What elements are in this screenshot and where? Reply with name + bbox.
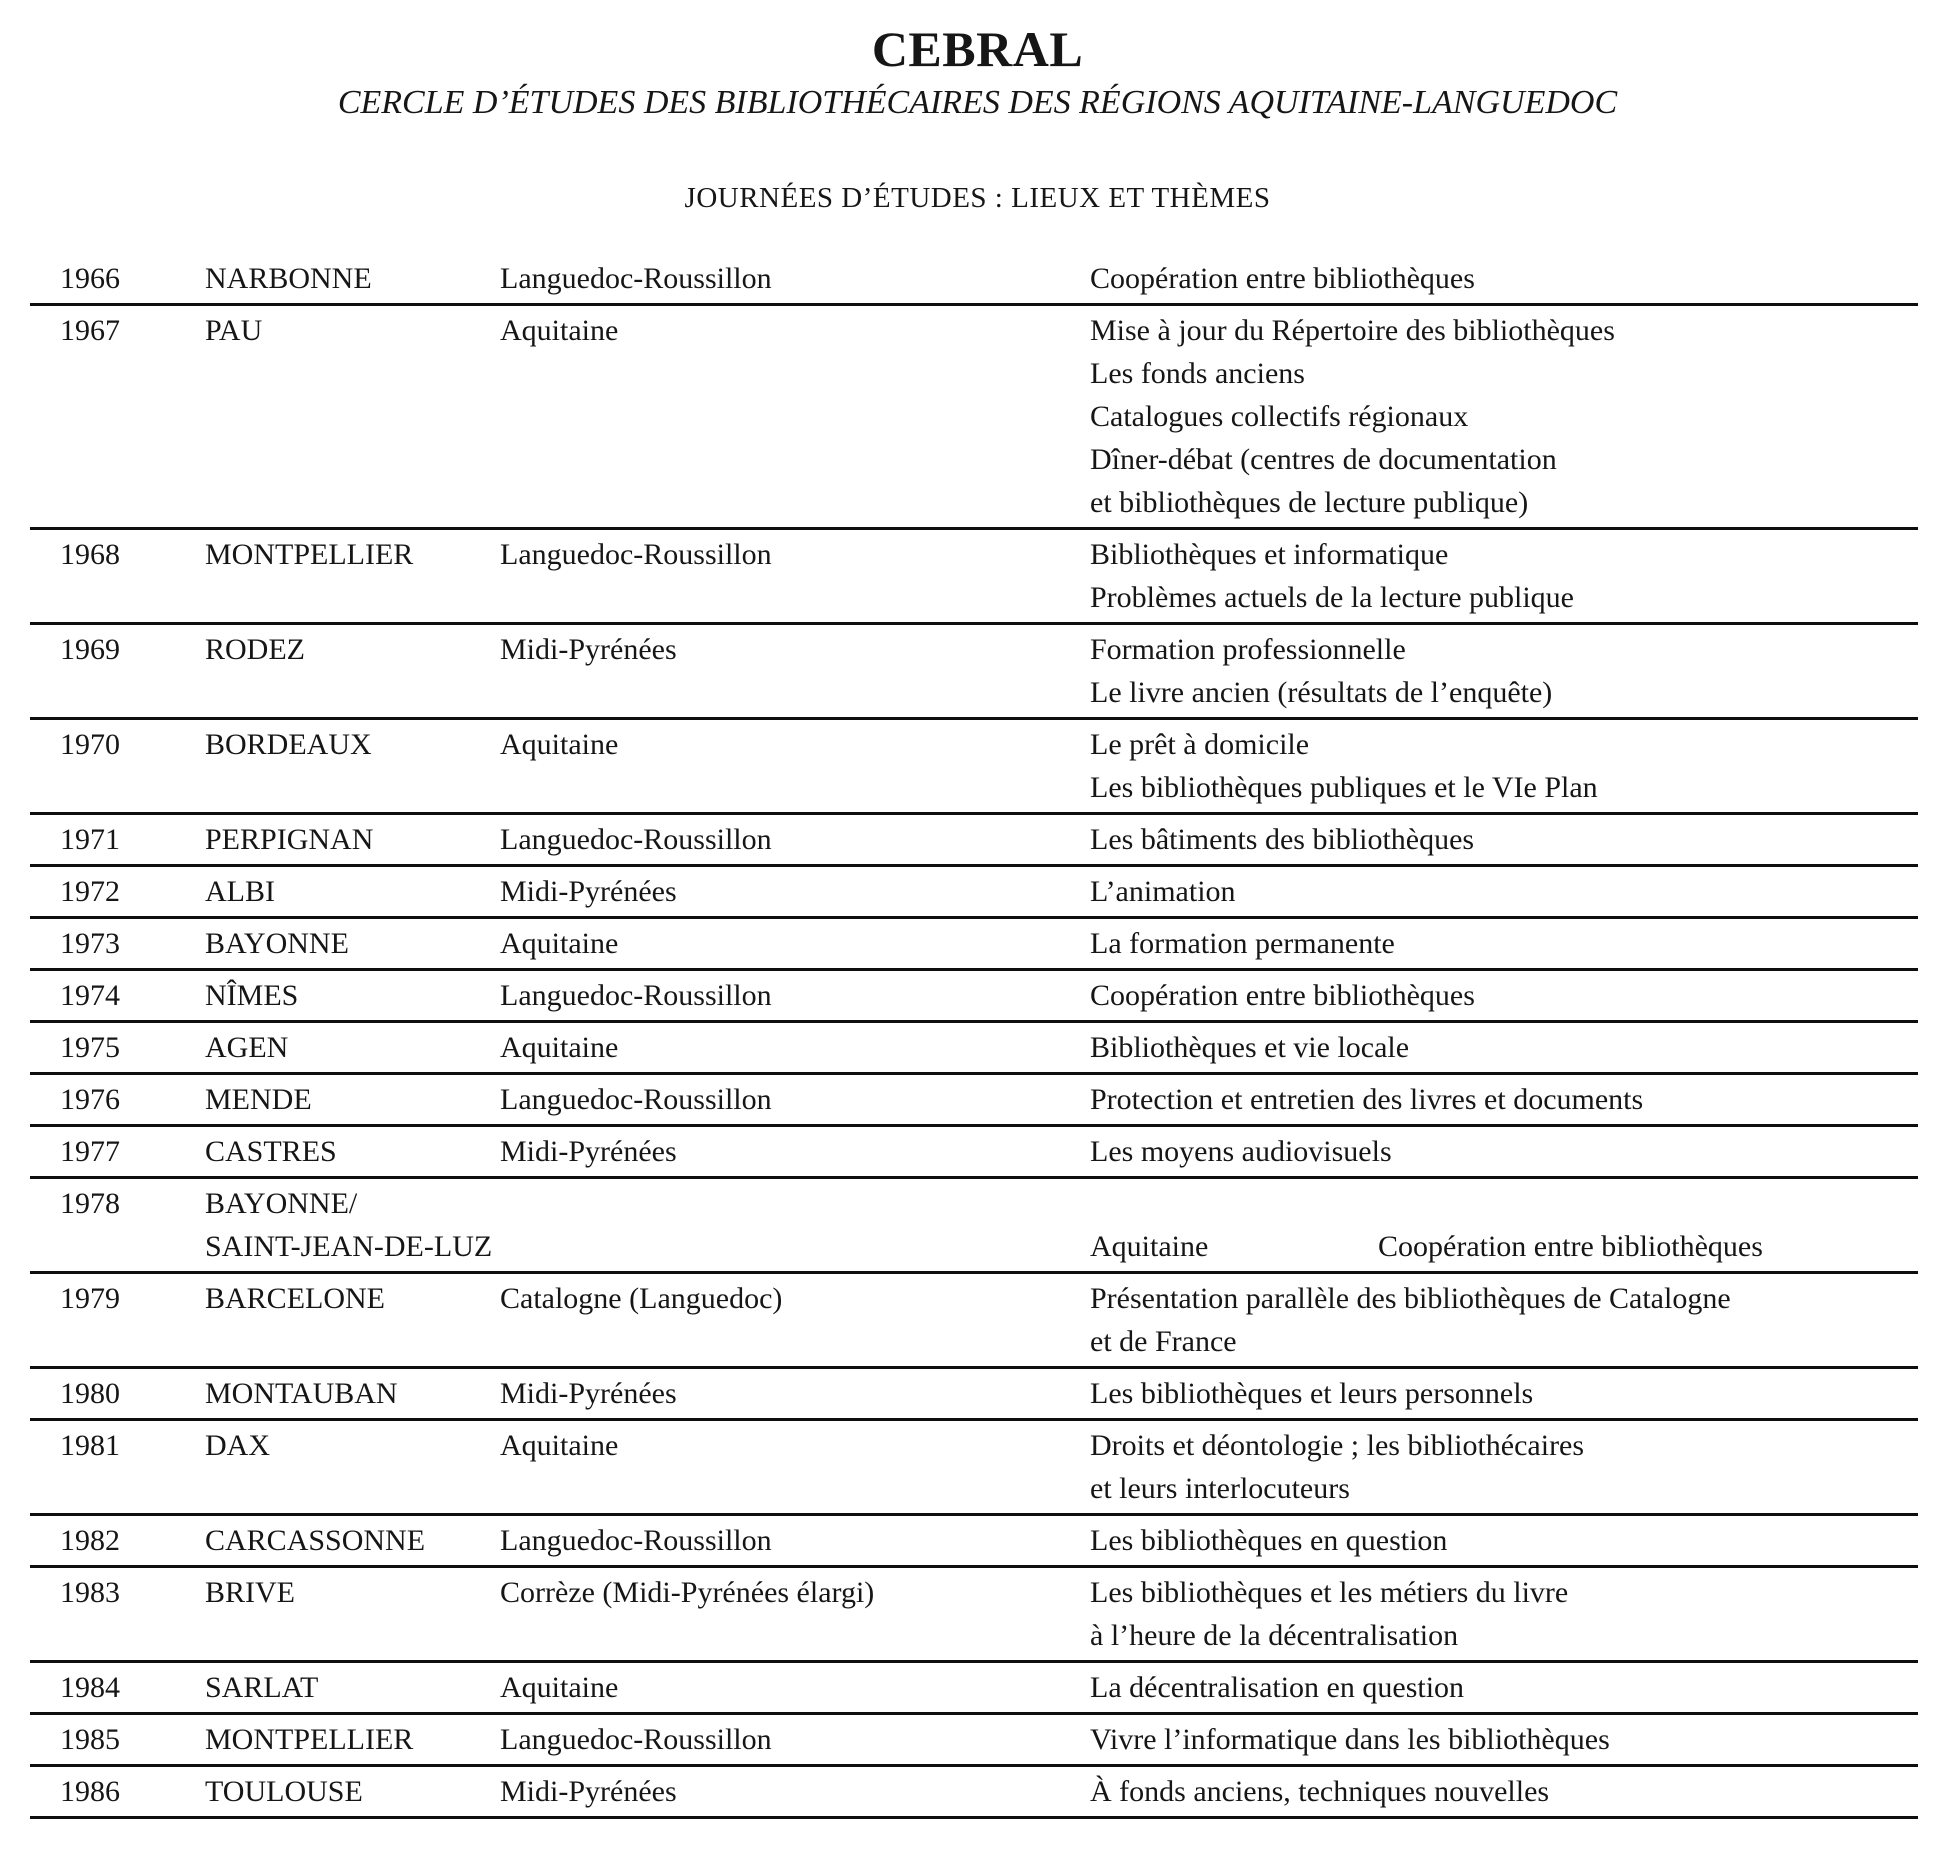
theme-line: Vivre l’informatique dans les bibliothèques	[1090, 1723, 1610, 1756]
region-cell	[500, 1277, 1090, 1363]
region-line: Catalogne (Languedoc)	[500, 1282, 783, 1315]
year-line: 1968	[60, 538, 120, 571]
theme-line: et bibliothèques de lecture publique)	[1090, 486, 1529, 519]
theme-cell	[1090, 1666, 1918, 1709]
city-cell	[205, 1026, 500, 1069]
region-line: Aquitaine	[500, 728, 619, 761]
theme-line: Les bâtiments des bibliothèques	[1090, 823, 1475, 856]
region-cell	[500, 922, 1090, 965]
year-cell	[30, 1026, 205, 1069]
theme-line: Coopération entre bibliothèques	[1090, 979, 1475, 1012]
region-cell	[500, 533, 1090, 619]
region-line: Languedoc-Roussillon	[500, 262, 772, 295]
city-cell	[205, 1372, 500, 1415]
year-cell	[30, 628, 205, 714]
city-line: NARBONNE	[205, 262, 372, 295]
year-cell	[30, 1277, 205, 1363]
city-line: CARCASSONNE	[205, 1524, 426, 1557]
table-row	[30, 625, 1918, 720]
year-line: 1980	[60, 1377, 120, 1410]
table-row	[30, 971, 1918, 1023]
region-cell	[500, 1130, 1090, 1173]
year-line: 1971	[60, 823, 120, 856]
year-cell	[30, 1666, 205, 1709]
year-cell	[30, 1130, 205, 1173]
year-line: 1973	[60, 927, 120, 960]
theme-line: La formation permanente	[1090, 927, 1395, 960]
theme-line: Les moyens audiovisuels	[1090, 1135, 1392, 1168]
city-line: BORDEAUX	[205, 728, 372, 761]
theme-line: Droits et déontologie ; les bibliothécaires	[1090, 1429, 1585, 1462]
theme-line: Bibliothèques et informatique	[1090, 538, 1449, 571]
year-line: 1984	[60, 1671, 120, 1704]
table-row	[30, 1568, 1918, 1663]
city-line: TOULOUSE	[205, 1775, 363, 1808]
region-line: Midi-Pyrénées	[500, 1775, 677, 1808]
city-cell	[205, 1666, 500, 1709]
table-row	[30, 306, 1918, 530]
region-cell	[500, 309, 1090, 524]
theme-line: Coopération entre bibliothèques	[1090, 262, 1475, 295]
table-row	[30, 1715, 1918, 1767]
theme-cell	[1090, 309, 1918, 524]
region-cell	[500, 974, 1090, 1017]
theme-cell	[1090, 922, 1918, 965]
region-line: Aquitaine	[500, 1671, 619, 1704]
section-heading: JOURNÉES D’ÉTUDES : LIEUX ET THÈMES	[684, 182, 1271, 214]
theme-cell	[1090, 1026, 1918, 1069]
theme-line: Le prêt à domicile	[1090, 728, 1310, 761]
city-line: RODEZ	[205, 633, 305, 666]
region-line: Languedoc-Roussillon	[500, 1524, 772, 1557]
region-cell	[500, 1571, 1090, 1657]
city-cell	[205, 1519, 500, 1562]
theme-cell	[1090, 870, 1918, 913]
city-line: DAX	[205, 1429, 270, 1462]
table-row	[30, 815, 1918, 867]
theme-cell	[1090, 1770, 1918, 1813]
theme-line: à l’heure de la décentralisation	[1090, 1619, 1459, 1652]
year-line: 1982	[60, 1524, 120, 1557]
city-cell	[205, 1770, 500, 1813]
city-line: ALBI	[205, 875, 275, 908]
theme-cell	[1090, 1372, 1918, 1415]
region-line: Aquitaine	[500, 927, 619, 960]
city-line: PAU	[205, 314, 263, 347]
inline-theme-label: Coopération entre bibliothèques	[1378, 1230, 1763, 1263]
table-row	[30, 919, 1918, 971]
region-cell	[500, 1372, 1090, 1415]
theme-cell	[1090, 974, 1918, 1017]
region-line: Corrèze (Midi-Pyrénées élargi)	[500, 1576, 875, 1609]
city-line: BAYONNE/	[205, 1187, 358, 1220]
year-line: 1970	[60, 728, 120, 761]
table-row	[30, 254, 1918, 306]
year-line: 1976	[60, 1083, 120, 1116]
year-line: 1972	[60, 875, 120, 908]
theme-cell	[1090, 628, 1918, 714]
region-cell	[500, 1026, 1090, 1069]
city-cell	[205, 1718, 500, 1761]
events-table	[30, 254, 1918, 1819]
table-row	[30, 1663, 1918, 1715]
year-line: 1979	[60, 1282, 120, 1315]
city-line: BARCELONE	[205, 1282, 385, 1315]
city-line: BAYONNE	[205, 927, 349, 960]
document-subtitle: CERCLE D’ÉTUDES DES BIBLIOTHÉCAIRES DES RÉGIONS AQUITAINE-LANGUEDOC	[337, 84, 1618, 121]
year-line: 1967	[60, 314, 120, 347]
theme-cell	[1090, 1519, 1918, 1562]
year-line: 1977	[60, 1135, 120, 1168]
city-line: AGEN	[205, 1031, 289, 1064]
city-cell	[205, 309, 500, 524]
theme-line: Les fonds anciens	[1090, 357, 1305, 390]
theme-line: La décentralisation en question	[1090, 1671, 1465, 1704]
year-cell	[30, 1182, 205, 1268]
theme-line: et de France	[1090, 1325, 1237, 1358]
table-row	[30, 1516, 1918, 1568]
theme-line: Les bibliothèques et leurs personnels	[1090, 1377, 1534, 1410]
region-cell	[500, 1666, 1090, 1709]
year-cell	[30, 1078, 205, 1121]
region-line: Languedoc-Roussillon	[500, 538, 772, 571]
year-cell	[30, 922, 205, 965]
table-row	[30, 1023, 1918, 1075]
region-line: Midi-Pyrénées	[500, 1135, 677, 1168]
theme-cell	[1090, 533, 1918, 619]
city-cell	[205, 533, 500, 619]
theme-line: L’animation	[1090, 875, 1236, 908]
region-line: Languedoc-Roussillon	[500, 823, 772, 856]
city-cell	[205, 974, 500, 1017]
year-line: 1966	[60, 262, 120, 295]
region-line: Aquitaine	[500, 1031, 619, 1064]
year-cell	[30, 870, 205, 913]
region-line: Languedoc-Roussillon	[500, 979, 772, 1012]
city-cell	[205, 723, 500, 809]
theme-line: Formation professionnelle	[1090, 633, 1406, 666]
table-row	[30, 1421, 1918, 1516]
year-cell	[30, 1372, 205, 1415]
table-row	[30, 1179, 1918, 1274]
theme-cell	[1090, 1078, 1918, 1121]
theme-line: Présentation parallèle des bibliothèques de Catalogne	[1090, 1282, 1731, 1315]
year-cell	[30, 1718, 205, 1761]
city-cell	[205, 870, 500, 913]
theme-line: Protection et entretien des livres et documents	[1090, 1083, 1644, 1116]
region-cell	[500, 628, 1090, 714]
year-cell	[30, 974, 205, 1017]
theme-line: Catalogues collectifs régionaux	[1090, 400, 1469, 433]
table-row	[30, 1075, 1918, 1127]
year-cell	[30, 1571, 205, 1657]
region-cell	[500, 1770, 1090, 1813]
year-cell	[30, 1519, 205, 1562]
inline-region-label: Aquitaine	[1090, 1230, 1209, 1263]
region-line: Midi-Pyrénées	[500, 1377, 677, 1410]
region-cell	[500, 1424, 1090, 1510]
theme-cell	[1090, 723, 1918, 809]
region-cell	[500, 723, 1090, 809]
document-title: CEBRAL	[871, 21, 1084, 77]
year-line: 1975	[60, 1031, 120, 1064]
theme-line: À fonds anciens, techniques nouvelles	[1090, 1775, 1550, 1808]
theme-line: Le livre ancien (résultats de l’enquête)	[1090, 676, 1553, 709]
city-line: SAINT-JEAN-DE-LUZ	[205, 1230, 493, 1263]
year-line: 1978	[60, 1187, 120, 1220]
year-cell	[30, 257, 205, 300]
city-cell	[205, 1277, 500, 1363]
city-line: MENDE	[205, 1083, 312, 1116]
theme-line: Les bibliothèques et les métiers du livre	[1090, 1576, 1569, 1609]
region-cell	[500, 870, 1090, 913]
theme-line: Bibliothèques et vie locale	[1090, 1031, 1410, 1064]
table-row	[30, 1127, 1918, 1179]
year-cell	[30, 723, 205, 809]
year-line: 1983	[60, 1576, 120, 1609]
city-cell	[205, 628, 500, 714]
region-line: Midi-Pyrénées	[500, 633, 677, 666]
region-line: Aquitaine	[500, 1429, 619, 1462]
city-line: PERPIGNAN	[205, 823, 374, 856]
theme-line: Problèmes actuels de la lecture publique	[1090, 581, 1574, 614]
region-cell	[500, 1519, 1090, 1562]
city-cell	[205, 818, 500, 861]
region-cell	[500, 1078, 1090, 1121]
year-line: 1969	[60, 633, 120, 666]
table-row	[30, 530, 1918, 625]
region-line: Languedoc-Roussillon	[500, 1723, 772, 1756]
theme-cell	[1090, 1571, 1918, 1657]
theme-line: et leurs interlocuteurs	[1090, 1472, 1350, 1505]
theme-cell	[1090, 818, 1918, 861]
theme-cell	[1090, 1182, 1918, 1268]
city-line: MONTPELLIER	[205, 1723, 414, 1756]
city-cell	[205, 1424, 500, 1510]
table-row	[30, 1274, 1918, 1369]
year-cell	[30, 818, 205, 861]
year-line: 1986	[60, 1775, 120, 1808]
city-cell	[205, 1571, 500, 1657]
theme-cell	[1090, 1718, 1918, 1761]
city-line: MONTPELLIER	[205, 538, 414, 571]
theme-cell	[1090, 1130, 1918, 1173]
theme-line: Mise à jour du Répertoire des bibliothèques	[1090, 314, 1615, 347]
city-cell	[205, 1130, 500, 1173]
region-cell	[500, 257, 1090, 300]
year-line: 1985	[60, 1723, 120, 1756]
region-cell	[500, 1182, 1090, 1268]
year-line: 1981	[60, 1429, 120, 1462]
table-row	[30, 1767, 1918, 1819]
city-line: CASTRES	[205, 1135, 337, 1168]
year-cell	[30, 1770, 205, 1813]
city-line: NÎMES	[205, 979, 299, 1012]
region-cell	[500, 1718, 1090, 1761]
table-row	[30, 867, 1918, 919]
city-cell	[205, 1182, 500, 1268]
city-line: SARLAT	[205, 1671, 319, 1704]
region-line: Midi-Pyrénées	[500, 875, 677, 908]
table-row	[30, 1369, 1918, 1421]
theme-cell	[1090, 1424, 1918, 1510]
year-cell	[30, 309, 205, 524]
theme-line	[1090, 1182, 1918, 1225]
theme-cell	[1090, 1277, 1918, 1363]
city-cell	[205, 257, 500, 300]
region-line: Languedoc-Roussillon	[500, 1083, 772, 1116]
city-line: BRIVE	[205, 1576, 295, 1609]
theme-line	[1090, 1225, 1918, 1268]
theme-cell	[1090, 257, 1918, 300]
city-cell	[205, 1078, 500, 1121]
year-line: 1974	[60, 979, 120, 1012]
theme-line: Les bibliothèques publiques et le VIe Plan	[1090, 771, 1598, 804]
table-row	[30, 720, 1918, 815]
city-line: MONTAUBAN	[205, 1377, 398, 1410]
region-line: Aquitaine	[500, 314, 619, 347]
region-cell	[500, 818, 1090, 861]
year-cell	[30, 533, 205, 619]
year-cell	[30, 1424, 205, 1510]
city-cell	[205, 922, 500, 965]
theme-line: Les bibliothèques en question	[1090, 1524, 1448, 1557]
theme-line: Dîner-débat (centres de documentation	[1090, 443, 1557, 476]
